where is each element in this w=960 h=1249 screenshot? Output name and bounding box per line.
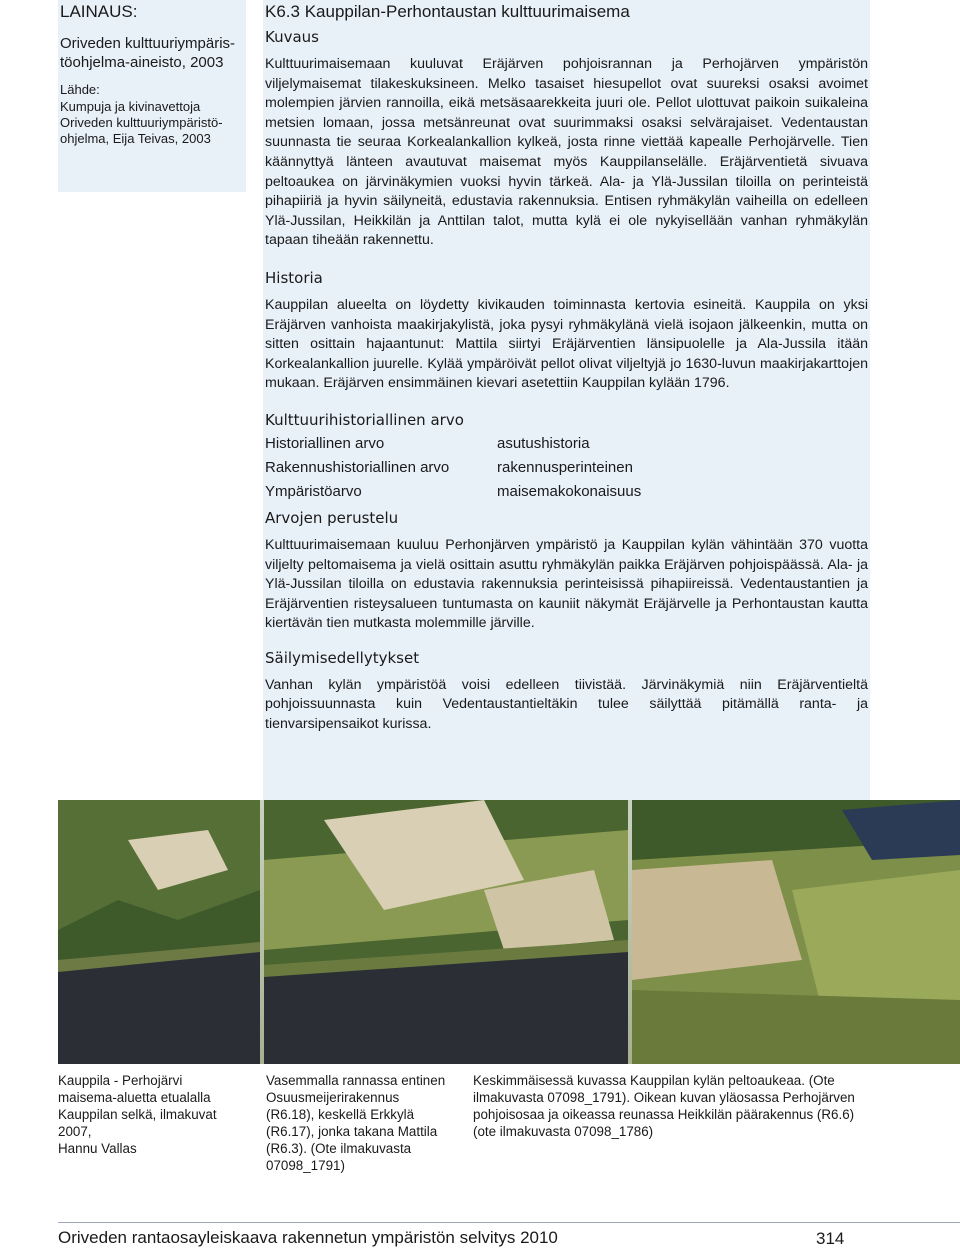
page-number: 314: [816, 1229, 845, 1248]
aerial-photo-strip: [58, 800, 960, 1064]
value-value: asutushistoria: [497, 434, 590, 452]
section-text-perustelu: Kulttuurimaisemaan kuuluu Perhonjärven ympäristö ja Kauppilan kylän vähintään 370 vuotta viljelty peltomaisema ja vielä osittain asuttu ryhmäkylän paikka Eräjärven pohjoispäässä. Ala- ja Ylä-Jussilan tiloilla on edustavia rakennuksia perinteisissä pihapiireissä. Vedentaustantien ja Eräjärventien risteysalueen tuntumasta on kauniit näkymät Eräjärvelle ja Perhontaustan kautta kiertävän tien mutkasta molemmille järville.: [265, 536, 868, 632]
citation-source: [60, 82, 240, 147]
section-heading-sailymis: Säilymisedellytykset: [265, 648, 420, 667]
section-heading-kuvaus: Kuvaus: [265, 28, 319, 46]
value-row: [265, 482, 868, 506]
source-text: Kumpuja ja kivinavettoja Oriveden kulttuuriympäristö- ohjelma, Eija Teivas, 2003: [60, 99, 223, 146]
footer-divider: [58, 1222, 960, 1223]
value-table: [265, 434, 868, 506]
main-panel: [263, 0, 870, 800]
value-row: [265, 458, 868, 482]
section-text-kuvaus: Kulttuurimaisemaan kuuluvat Eräjärven pohjoisrannan ja Perhojärven ympäristön viljelymaisemat tilakeskuksineen. Melko tasaiset hiesupellot ovat suureksi osaksi avoimet molempien järvien rannoilla, eikä metsäsaarekkeita juuri ole. Pellot ulottuvat paikoin suikaleina metsien lomaan, jossa metsänreunat ovat suurimmaksi osaksi selvärajaiset. Vedentaustan suunnasta tie seuraa Korkealankallion kylkeä, josta rinne viettää kapealle Perhojärvelle. Tien käännyttyä länteen avautuvat maisemat myös Kauppilanselälle. Eräjärventietä sivuava peltoaukea on järvinäkymien vuoksi hyvin tärkeä. Ala- ja Ylä-Jussilan tiloilla on perinteistä pihapiiriä ja hyvin säilyneitä, edustavia rakennuksia. Entisen ryhmäkylän vaiheilla on edelleen Ylä-Jussilan, Heikkilän ja Anttilan talot, mutta kylä ei ole nykyisellään vanhan ryhmäkylän tapaan tiheään rakennettu.: [265, 56, 868, 249]
source-label: Lähde:: [60, 82, 100, 97]
value-row: [265, 434, 868, 458]
aerial-photo-right: [632, 800, 960, 1064]
aerial-photo-left: [58, 800, 260, 1064]
value-value: rakennusperinteinen: [497, 458, 633, 476]
footer-title: Oriveden rantaosayleiskaava rakennetun ympäristön selvitys 2010: [58, 1228, 558, 1247]
value-label: Ympäristöarvo: [265, 482, 362, 500]
section-text-historia: Kauppilan alueelta on löydetty kivikauden toiminnasta kertovia esineitä. Kauppila on yksi Eräjärven vanhoista maakirjakylistä, joka pysyi ryhmäkylänä vielä isojaon jälkeenkin, mutta on sitten osittain hajaantunut: Mattila siirtyi Eräjärventien länsipuolelle ja Ala-Jussila itään Korkealankallion juurelle. Kylää ympäröivät pellot olivat viljeltyjä jo 1630-luvun maakirjakarttojen mukaan. Eräjärven ensimmäinen kievari asetettiin Kauppilan kylään 1796.: [265, 296, 868, 392]
section-heading-perustelu: Arvojen perustelu: [265, 508, 399, 527]
section-heading-arvo: Kulttuurihistoriallinen arvo: [265, 410, 464, 429]
section-text-sailymis: Vanhan kylän ympäristöä voisi edelleen tiivistää. Järvinäkymiä niin Eräjärventieltä pohjoissuunnasta kuin Vedentaustantieltäkin tulee säilyttää pitämällä ranta- ja tienvarsipensaikot kurissa.: [265, 676, 868, 733]
section-heading-historia: Historia: [265, 268, 323, 287]
caption-middle: Vasemmalla rannassa entinen Osuusmeijerirakennus (R6.18), keskellä Erkkylä (R6.17), jonka takana Mattila (R6.3). (Ote ilmakuvasta 07098_1791): [266, 1073, 446, 1173]
value-label: Rakennushistoriallinen arvo: [265, 458, 450, 476]
citation-program: Oriveden kulttuuriympäris- töohjelma-aineisto, 2003: [60, 35, 236, 71]
page-title: K6.3 Kauppilan-Perhontaustan kulttuurimaisema: [265, 2, 630, 21]
value-value: maisemakokonaisuus: [497, 482, 642, 500]
citation-title: LAINAUS:: [60, 2, 138, 21]
aerial-photo-middle: [264, 800, 628, 1064]
caption-left: Kauppila - Perhojärvi maisema-aluetta etualalla Kauppilan selkä, ilmakuvat 2007, Hannu Vallas: [58, 1073, 217, 1156]
citation-box: [58, 0, 246, 192]
value-label: Historiallinen arvo: [265, 434, 385, 452]
caption-right: Keskimmäisessä kuvassa Kauppilan kylän peltoaukeaa. (Ote ilmakuvasta 07098_1791). Oikean kuvan yläosassa Perhojärven pohjoisosaa ja oikeassa reunassa Heikkilän päärakennus (R6.6) (ote ilmakuvasta 07098_1786): [473, 1073, 855, 1139]
